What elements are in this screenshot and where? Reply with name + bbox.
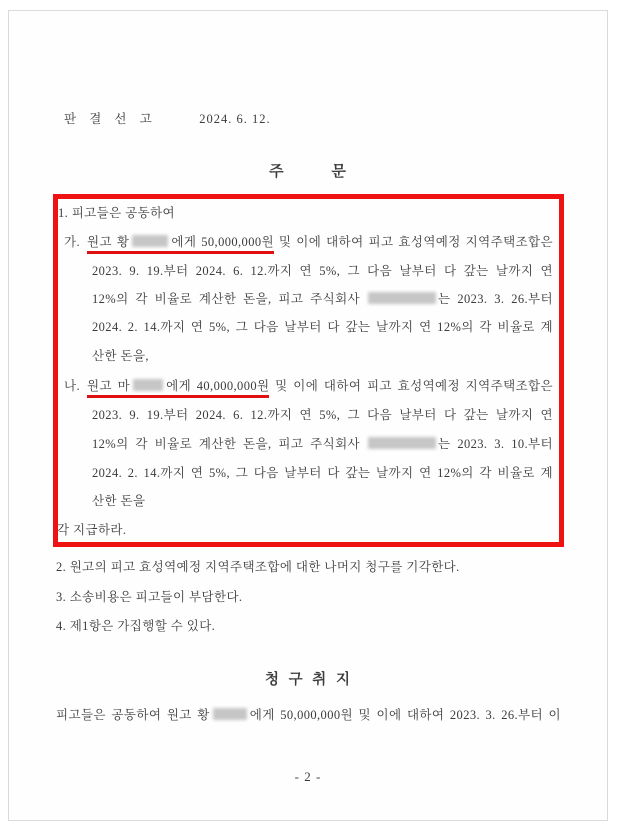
judgment-date-label: 판 결 선 고 bbox=[64, 112, 154, 126]
redaction-blur-plaintiff1-claim bbox=[213, 708, 247, 720]
claim-line-prefix: 피고들은 공동하여 원고 황 bbox=[56, 708, 210, 722]
redaction-blur-company2 bbox=[368, 437, 436, 449]
redaction-blur-plaintiff2 bbox=[133, 379, 163, 391]
item-label-na: 나. bbox=[64, 379, 81, 393]
order-item1-na-line5: 산한 돈을 bbox=[92, 494, 146, 508]
red-underline-na bbox=[87, 379, 269, 398]
judgment-date-row bbox=[64, 110, 271, 128]
page-number: - 2 - bbox=[294, 769, 322, 784]
order-item1-ga-line2: 2023. 9. 19.부터 2024. 6. 12.까지 연 5%, 그 다음 날부터 다 갚는 날까지 연 bbox=[92, 264, 553, 278]
claim-section-heading: 청 구 취 지 bbox=[265, 672, 351, 688]
ga-line3-a: 12%의 각 비율로 계산한 돈을, 피고 주식회사 bbox=[92, 292, 361, 306]
na-line3-b: 는 2023. 3. 10.부터 bbox=[438, 437, 553, 451]
claim-body-line bbox=[56, 706, 561, 724]
ga-underline-suffix: 에게 50,000,000원 bbox=[171, 235, 274, 249]
order-item1-na-line3 bbox=[92, 435, 553, 453]
ga-underline-prefix: 원고 황 bbox=[87, 235, 130, 249]
item-label-ga: 가. bbox=[64, 235, 81, 249]
order-item4: 4. 제1항은 가집행할 수 있다. bbox=[56, 619, 216, 633]
redaction-blur-plaintiff1 bbox=[132, 235, 168, 247]
judgment-date-value: 2024. 6. 12. bbox=[199, 112, 271, 126]
na-line3-a: 12%의 각 비율로 계산한 돈을, 피고 주식회사 bbox=[92, 437, 361, 451]
ga-line3-b: 는 2023. 3. 26.부터 bbox=[438, 292, 553, 306]
claim-line-suffix: 에게 50,000,000원 및 이에 대하여 2023. 3. 26.부터 이 bbox=[249, 708, 561, 722]
order-item1-ga-line3 bbox=[92, 290, 553, 308]
order-section-heading: 주 문 bbox=[269, 164, 347, 180]
order-item1-closing: 각 지급하라. bbox=[57, 523, 127, 537]
order-item1-na-line1 bbox=[64, 377, 553, 395]
order-item2: 2. 원고의 피고 효성역예정 지역주택조합에 대한 나머지 청구를 기각한다. bbox=[56, 560, 460, 574]
order-item1-na-line4: 2024. 2. 14.까지 연 5%, 그 다음 날부터 다 갚는 날까지 연 12%의 각 비율로 계 bbox=[92, 466, 553, 480]
ga-line1-rest: 및 이에 대하여 피고 효성역예정 지역주택조합은 bbox=[278, 235, 554, 249]
na-underline-suffix: 에게 40,000,000원 bbox=[166, 379, 270, 393]
na-underline-prefix: 원고 마 bbox=[87, 379, 131, 393]
order-item1-na-line2: 2023. 9. 19.부터 2024. 6. 12.까지 연 5%, 그 다음 날부터 다 갚는 날까지 연 bbox=[92, 408, 553, 422]
na-line1-rest: 및 이에 대하여 피고 효성역예정 지역주택조합은 bbox=[275, 379, 554, 393]
order-item1-ga-line1 bbox=[64, 233, 553, 251]
redaction-blur-company1 bbox=[368, 292, 436, 304]
order-item3: 3. 소송비용은 피고들이 부담한다. bbox=[56, 590, 243, 604]
order-item1-ga-line4: 2024. 2. 14.까지 연 5%, 그 다음 날부터 다 갚는 날까지 연 12%의 각 비율로 계 bbox=[92, 320, 553, 334]
red-underline-ga bbox=[87, 235, 274, 254]
order-item1-ga-line5: 산한 돈을, bbox=[92, 349, 149, 363]
order-item1-intro: 1. 피고들은 공동하여 bbox=[58, 206, 176, 220]
